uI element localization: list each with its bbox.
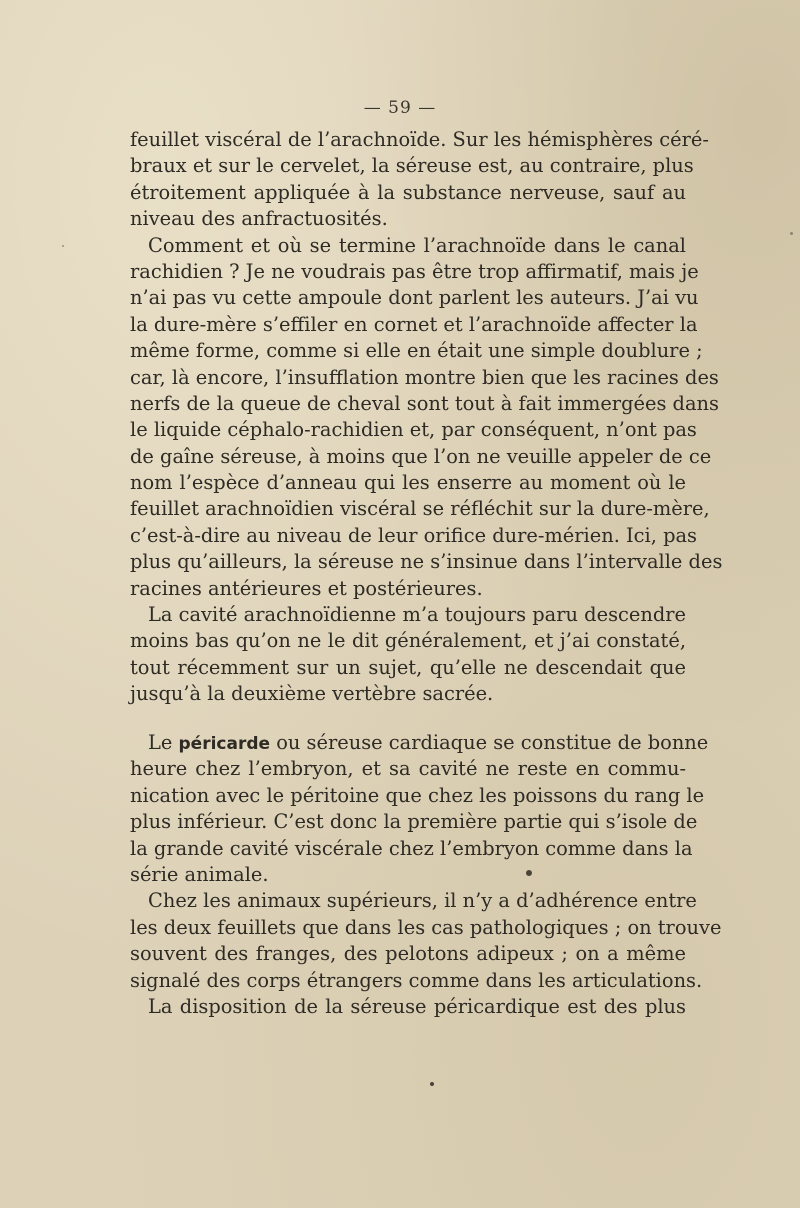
text-line: feuillet viscéral de l’arachnoïde. Sur les hémisphères céré- <box>130 128 709 151</box>
text-line: tout récemment sur un sujet, qu’elle ne descendait que <box>130 655 686 679</box>
text-line: heure chez l’embryon, et sa cavité ne reste en commu- <box>130 757 686 781</box>
text-line: La disposition de la séreuse péricardique est des plus <box>148 994 686 1018</box>
text-line: niveau des anfractuosités. <box>130 207 388 231</box>
ink-speck <box>430 1082 434 1086</box>
text-line: plus inférieur. C’est donc la première partie qui s’isole de <box>130 810 698 834</box>
ink-speck <box>526 870 532 876</box>
text-line: Chez les animaux supérieurs, il n’y a d’adhérence entre <box>148 889 697 913</box>
text-line: braux et sur le cervelet, la séreuse est, au contraire, plus <box>130 154 694 178</box>
ink-speck <box>62 245 64 247</box>
text-line: nication avec le péritoine que chez les poissons du rang le <box>130 783 705 807</box>
text-line: feuillet arachnoïdien viscéral se réfléchit sur la dure-mère, <box>130 497 710 521</box>
text-line: n’ai pas vu cette ampoule dont parlent les auteurs. J’ai vu <box>130 286 699 310</box>
text-line: nom l’espèce d’anneau qui les enserre au moment où le <box>130 471 686 495</box>
text-fragment: ou séreuse cardiaque se constitue de bonne <box>270 731 709 754</box>
page-number: — 59 — <box>363 98 437 118</box>
text-line: étroitement appliquée à la substance nerveuse, sauf au <box>130 180 686 204</box>
ink-speck <box>790 232 793 235</box>
text-line: car, là encore, l’insufflation montre bien que les racines des <box>130 365 719 389</box>
text-fragment: Le <box>148 731 179 754</box>
text-line <box>130 730 709 756</box>
text-line: jusqu’à la deuxième vertèbre sacrée. <box>130 682 494 706</box>
text-line: les deux feuillets que dans les cas pathologiques ; on trouve <box>130 915 722 939</box>
text-line: plus qu’ailleurs, la séreuse ne s’insinue dans l’intervalle des <box>130 550 723 574</box>
text-line: de gaîne séreuse, à moins que l’on ne veuille appeler de ce <box>130 444 712 468</box>
text-line: La cavité arachnoïdienne m’a toujours paru descendre <box>148 603 686 627</box>
text-line: signalé des corps étrangers comme dans les articulations. <box>130 968 703 992</box>
text-line: Comment et où se termine l’arachnoïde dans le canal <box>148 233 686 257</box>
text-line: nerfs de la queue de cheval sont tout à fait immergées dans <box>130 391 719 415</box>
text-line: le liquide céphalo-rachidien et, par conséquent, n’ont pas <box>130 418 697 442</box>
text-line: la grande cavité viscérale chez l’embryon comme dans la <box>130 836 693 860</box>
paragraphs-pericarde <box>130 730 722 1020</box>
text-line: c’est-à-dire au niveau de leur orifice dure-mérien. Ici, pas <box>130 523 697 547</box>
text-line: rachidien ? Je ne voudrais pas être trop affirmatif, mais je <box>130 259 699 283</box>
text-line: moins bas qu’on ne le dit généralement, et j’ai constaté, <box>130 629 686 653</box>
paragraphs-arachnoide <box>130 127 723 708</box>
text-line: racines antérieures et postérieures. <box>130 576 483 600</box>
text-line: souvent des franges, des pelotons adipeux ; on a même <box>130 942 686 966</box>
term-pericarde: péricarde <box>178 734 271 754</box>
text-line: série animale. <box>130 862 269 886</box>
text-line: même forme, comme si elle en était une simple doublure ; <box>130 339 703 363</box>
text-line: la dure-mère s’effiler en cornet et l’arachnoïde affecter la <box>130 312 698 336</box>
